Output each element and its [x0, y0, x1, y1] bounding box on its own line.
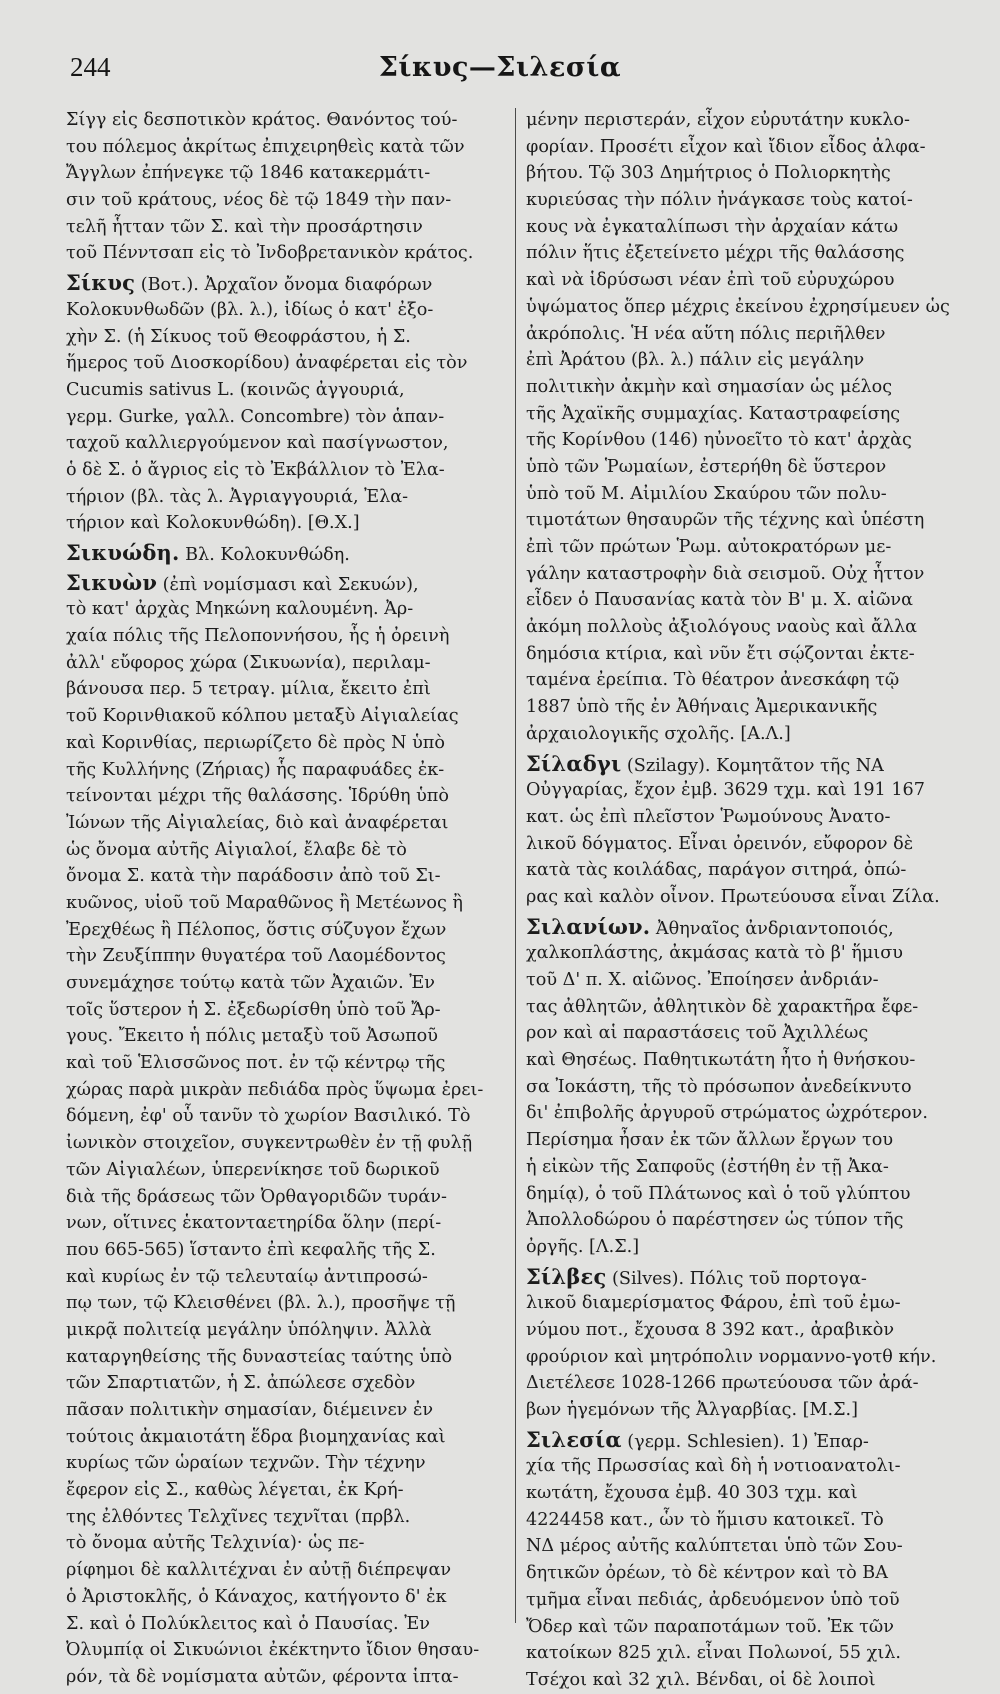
text-line [526, 614, 966, 641]
left-column [66, 107, 512, 1691]
entry-first-line [66, 570, 512, 597]
line-text: καὶ τοῦ Ἑλισσῶνος ποτ. ἐν τῷ κέντρῳ τῆς [66, 1053, 446, 1074]
text-line [66, 1210, 512, 1237]
line-text: ὄνομα Σ. κατὰ τὴν παράδοσιν ἀπὸ τοῦ Σι- [66, 866, 441, 887]
line-text: της ἐλθόντες Τελχῖνες τεχνῖται (πρβλ. [66, 1506, 411, 1527]
line-text: ὑψώματος ὅπερ μέχρις ἐκείνου ἐχρησίμευεν ὡς [526, 296, 950, 317]
text-line [66, 350, 512, 377]
text-line [66, 160, 512, 187]
line-text: τὸ κατ' ἀρχὰς Μηκώνη καλουμένη. Ἀρ- [66, 599, 414, 620]
text-line [526, 1587, 966, 1614]
text-line [526, 1397, 966, 1424]
page-number: 244 [70, 52, 111, 82]
line-text: σα Ἰοκάστη, τῆς τὸ πρόσωπον ἀνεδείκνυτο [526, 1076, 912, 1097]
line-text: ἰωνικὸν στοιχεῖον, συγκεντρωθὲν ἐν τῇ φυλῇ [66, 1133, 473, 1154]
text-line [66, 214, 512, 241]
text-line [526, 1181, 966, 1208]
text-line [66, 297, 512, 324]
line-text: ρας καὶ καλὸν οἶνον. Πρωτεύουσα εἶναι Ζίλα. [526, 886, 940, 907]
line-text: ρίφημοι δὲ καλλιτέχναι ἐν αὐτῇ διέπρεψαν [66, 1560, 452, 1581]
text-line [66, 1397, 512, 1424]
line-text: κατοίκων 825 χιλ. εἶναι Πολωνοί, 55 χιλ. [526, 1643, 901, 1664]
line-text: νύμου ποτ., ἔχουσα 8 392 κατ., ἀραβικὸν [526, 1319, 895, 1340]
text-line [526, 667, 966, 694]
line-text: κυῶνος, υἱοῦ τοῦ Μαραθῶνος ἢ Μετέωνος ἢ [66, 892, 463, 913]
text-line [526, 1020, 966, 1047]
line-text: νων, οἵτινες ἑκατονταετηρίδα ὅλην (περί- [66, 1213, 442, 1234]
text-line [526, 534, 966, 561]
line-text: Σίγγ εἰς δεσποτικὸν κράτος. Θανόντος τού- [66, 110, 458, 130]
line-text: χία τῆς Πρωσσίας καὶ δὴ ἡ νοτιοανατολι- [526, 1456, 901, 1477]
text-line [526, 347, 966, 374]
line-text: τοῖς ὕστερον ἡ Σ. ἐξεδωρίσθη ὑπὸ τοῦ Ἄρ- [66, 999, 441, 1020]
text-line [66, 1157, 512, 1184]
line-text: γάλην καταστροφὴν διὰ σεισμοῦ. Οὐχ ἧττον [526, 563, 925, 584]
entry-first-line [526, 1264, 966, 1291]
line-text: χαία πόλις τῆς Πελοποννήσου, ἧς ἡ ὀρεινὴ [66, 626, 450, 647]
line-text: δι' ἐπιβολῆς ἀργυροῦ στρώματος ὠχρότερον. [526, 1103, 928, 1124]
line-text: τῶν Αἰγιαλέων, ὑπερενίκησε τοῦ δωρικοῦ [66, 1159, 440, 1180]
line-text: Ὄδερ καὶ τῶν παραποτάμων τοῦ. Ἐκ τῶν [526, 1616, 894, 1637]
line-text: διὰ τῆς δράσεως τῶν Ὀρθαγοριδῶν τυράν- [66, 1186, 447, 1207]
line-text: χὴν Σ. (ἡ Σίκυος τοῦ Θεοφράστου, ἡ Σ. [66, 326, 411, 347]
text-line [526, 187, 966, 214]
line-text: Κολοκυνθωδῶν (βλ. λ.), ἰδίως ὁ κατ' ἐξο- [66, 299, 434, 320]
line-text: (γερμ. Schlesien). 1) Ἐπαρ- [621, 1431, 869, 1452]
text-line [526, 721, 966, 748]
entry-headword: Σίλβες [526, 1263, 607, 1289]
line-text: τῆς Κυλλήνης (Ζήριας) ἧς παραφυάδες ἐκ- [66, 759, 445, 780]
text-line [66, 1344, 512, 1371]
text-line [66, 1103, 512, 1130]
line-text: καὶ Κορινθίας, περιωρίζετο δὲ πρὸς Ν ὑπὸ [66, 732, 445, 753]
line-text: πόλιν ἥτις ἐξετείνετο μέχρι τῆς θαλάσσης [526, 243, 905, 264]
line-text: Ἀπολλοδώρου ὁ παρέστησεν ὡς τύπον τῆς [526, 1210, 904, 1231]
line-text: Οὐγγαρίας, ἔχον ἐμβ. 3629 τχμ. καὶ 191 167 [526, 780, 925, 801]
line-text: τούτοις ἀκμαιοτάτη ἕδρα βιομηχανίας καὶ [66, 1426, 446, 1447]
text-line [66, 1370, 512, 1397]
text-line [66, 484, 512, 511]
text-line [66, 757, 512, 784]
text-line [66, 730, 512, 757]
line-text: δητικῶν ὀρέων, τὸ δὲ κέντρον καὶ τὸ ΒΑ [526, 1563, 888, 1584]
line-text: 4224458 κατ., ὧν τὸ ἥμισυ κατοικεῖ. Τὸ [526, 1509, 884, 1530]
line-text: πολιτικὴν ἀκμὴν καὶ σημασίαν ὡς μέλος [526, 376, 893, 397]
text-line [66, 810, 512, 837]
line-text: χώρας παρὰ μικρὰν πεδιάδα πρὸς ὕψωμα ἐρει- [66, 1079, 484, 1100]
text-line [66, 917, 512, 944]
line-text: που 665-565) ἵσταντο ἐπὶ κεφαλῆς τῆς Σ. [66, 1239, 436, 1260]
text-line [526, 777, 966, 804]
running-title: Σίκυς—Σιλεσία [378, 52, 622, 83]
text-line [66, 1530, 512, 1557]
entry-headword: Σιλανίων. [526, 913, 651, 939]
line-text: ἐπὶ τῶν πρώτων Ῥωμ. αὐτοκρατόρων με- [526, 537, 892, 557]
line-text: τείνονται μέχρι τῆς θαλάσσης. Ἱδρύθη ὑπὸ [66, 786, 449, 807]
line-text: βήτου. Τῷ 303 Δημήτριος ὁ Πολιορκητὴς [526, 163, 891, 184]
right-column [526, 107, 966, 1694]
text-line [526, 294, 966, 321]
line-text: ἀκρόπολις. Ἡ νέα αὕτη πόλις περιῆλθεν [526, 323, 886, 344]
line-text: ἀρχαιολογικῆς σχολῆς. [Α.Λ.] [526, 723, 791, 744]
line-text: τῶν Σπαρτιατῶν, ἡ Σ. ἀπώλεσε σχεδὸν [66, 1373, 416, 1394]
line-text: Ὀλυμπίᾳ οἱ Σικυώνιοι ἐκέκτηντο ἴδιον θησαυ- [66, 1640, 480, 1661]
line-text: κατὰ τὰς κοιλάδας, παράγον σιτηρά, ὀπώ- [526, 860, 907, 881]
line-text: ὑπὸ τῶν Ῥωμαίων, ἐστερήθη δὲ ὕστερον [526, 456, 887, 477]
text-line [66, 970, 512, 997]
text-line [66, 703, 512, 730]
text-line [526, 1480, 966, 1507]
text-line [526, 401, 966, 428]
text-line [526, 884, 966, 911]
text-line [526, 561, 966, 588]
line-text: τήριον καὶ Κολοκυνθώδη). [Θ.Χ.] [66, 513, 360, 534]
text-line [66, 1504, 512, 1531]
line-text: (Βοτ.). Ἀρχαῖον ὄνομα διαφόρων [135, 275, 433, 296]
text-line [66, 676, 512, 703]
text-line [66, 997, 512, 1024]
text-line [526, 1234, 966, 1261]
line-text: εἶδεν ὁ Παυσανίας κατὰ τὸν Β' μ. Χ. αἰῶνα [526, 590, 914, 611]
column-divider [515, 108, 516, 1623]
line-text: ΝΔ μέρος αὐτῆς καλύπτεται ὑπὸ τῶν Σου- [526, 1536, 903, 1557]
text-line [66, 837, 512, 864]
line-text: τελῆ ἧτταν τῶν Σ. καὶ τὴν προσάρτησιν [66, 216, 423, 237]
line-text: σιν τοῦ κράτους, νέος δὲ τῷ 1849 τὴν παν- [66, 190, 452, 211]
line-text: ὑπὸ τοῦ Μ. Αἰμιλίου Σκαύρου τῶν πολυ- [526, 483, 887, 504]
text-line [526, 694, 966, 721]
entry-first-line [526, 1427, 966, 1454]
line-text: καταργηθείσης τῆς δυναστείας ταύτης ὑπὸ [66, 1346, 453, 1367]
entry-first-line [66, 540, 512, 567]
text-line [526, 857, 966, 884]
text-line [66, 596, 512, 623]
text-line [526, 1207, 966, 1234]
text-line [66, 134, 512, 161]
line-text: του πόλεμος ἀκρίτως ἐπιχειρηθεὶς κατὰ τῶν [66, 136, 465, 157]
text-line [526, 1317, 966, 1344]
text-line [66, 457, 512, 484]
line-text: τοῦ Πένντσαπ εἰς τὸ Ἰνδοβρετανικὸν κράτος. [66, 243, 474, 264]
text-line [66, 187, 512, 214]
text-line [526, 1453, 966, 1480]
text-line [526, 587, 966, 614]
text-line [66, 1611, 512, 1638]
text-line [66, 943, 512, 970]
text-line [526, 1560, 966, 1587]
line-text: κατ. ὡς ἐπὶ πλεῖστον Ῥωμούνους Ἀνατο- [526, 806, 891, 827]
line-text: Ἀθηναῖος ἀνδριαντοποιός, [650, 918, 894, 939]
text-line [526, 940, 966, 967]
line-text: βάνουσα περ. 5 τετραγ. μίλια, ἔκειτο ἐπὶ [66, 679, 431, 700]
text-line [526, 321, 966, 348]
text-line [66, 324, 512, 351]
text-line [526, 1290, 966, 1317]
line-text: ρόν, τὰ δὲ νομίσματα αὐτῶν, φέροντα ἱπτα- [66, 1666, 459, 1687]
text-line [526, 1344, 966, 1371]
text-line [526, 641, 966, 668]
entry-headword: Σικυὼν [66, 569, 158, 595]
text-line [526, 107, 966, 134]
line-text: ταχοῦ καλλιεργούμενον καὶ πασίγνωστον, [66, 433, 449, 454]
line-text: (ἐπὶ νομίσμασι καὶ Σεκυών), [157, 574, 419, 595]
text-line [66, 1557, 512, 1584]
text-line [66, 650, 512, 677]
text-line [66, 1584, 512, 1611]
line-text: ρον καὶ αἱ παραστάσεις τοῦ Ἀχιλλέως [526, 1023, 869, 1044]
entry-headword: Σιλεσία [526, 1426, 622, 1452]
line-text: δημίᾳ), ὁ τοῦ Πλάτωνος καὶ ὁ τοῦ γλύπτου [526, 1183, 911, 1204]
text-line [526, 507, 966, 534]
line-text: συνεμάχησε τούτῳ κατὰ τῶν Ἀχαιῶν. Ἐν [66, 973, 435, 993]
text-line [66, 430, 512, 457]
text-line [526, 481, 966, 508]
line-text: τῆς Κορίνθου (146) ηὐνοεῖτο τὸ κατ' ἀρχὰς [526, 430, 912, 451]
text-line [526, 454, 966, 481]
line-text: καὶ νὰ ἱδρύσωσι νέαν ἐπὶ τοῦ εὐρυχώρου [526, 270, 895, 291]
text-line [66, 240, 512, 267]
line-text: τοῦ Δ' π. Χ. αἰῶνος. Ἐποίησεν ἀνδριάν- [526, 970, 879, 990]
text-line [66, 783, 512, 810]
text-line [66, 107, 512, 134]
text-line [66, 1237, 512, 1264]
entry-headword: Σίλαδγι [526, 750, 622, 776]
text-line [526, 374, 966, 401]
text-line [526, 994, 966, 1021]
text-line [526, 1074, 966, 1101]
text-line [66, 1637, 512, 1664]
text-line [526, 1100, 966, 1127]
text-line [526, 831, 966, 858]
text-line [66, 1317, 512, 1344]
entry-first-line [526, 914, 966, 941]
text-line [66, 1184, 512, 1211]
line-text: ὁ Ἀριστοκλῆς, ὁ Κάναχος, κατήγοντο δ' ἐκ [66, 1586, 447, 1607]
text-line [526, 967, 966, 994]
text-line [526, 214, 966, 241]
line-text: κους νὰ ἐγκαταλίπωσι τὴν ἀρχαίαν κάτω [526, 216, 899, 237]
text-line [66, 377, 512, 404]
text-line [66, 890, 512, 917]
text-line [526, 804, 966, 831]
line-text: λικοῦ δόγματος. Εἶναι ὀρεινόν, εὔφορον δὲ [526, 833, 914, 854]
text-line [526, 240, 966, 267]
line-text: Τσέχοι καὶ 32 χιλ. Βένδαι, οἱ δὲ λοιποὶ [526, 1669, 876, 1690]
text-line [526, 1507, 966, 1534]
text-line [526, 1047, 966, 1074]
line-text: Ἰώνων τῆς Αἰγιαλείας, διὸ καὶ ἀναφέρεται [66, 812, 449, 833]
line-text: Σ. καὶ ὁ Πολύκλειτος καὶ ὁ Παυσίας. Ἐν [66, 1613, 430, 1634]
line-text: κυριεύσας τὴν πόλιν ἠνάγκασε τοὺς κατοί- [526, 190, 913, 211]
line-text: χαλκοπλάστης, ἀκμάσας κατὰ τὸ β' ἥμισυ [526, 943, 903, 964]
line-text: Βλ. Κολοκυνθώδη. [179, 545, 350, 565]
text-line [526, 427, 966, 454]
line-text: καὶ κυρίως ἐν τῷ τελευταίῳ ἀντιπροσώ- [66, 1266, 428, 1287]
line-text: 1887 ὑπὸ τῆς ἐν Ἀθήναις Ἀμερικανικῆς [526, 697, 878, 718]
text-line [526, 134, 966, 161]
text-line [526, 160, 966, 187]
text-line [66, 1424, 512, 1451]
line-text: βων ἡγεμόνων τῆς Ἀλγαρβίας. [Μ.Σ.] [526, 1400, 859, 1420]
line-text: ἐπὶ Ἀράτου (βλ. λ.) πάλιν εἰς μεγάλην [526, 350, 865, 371]
line-text: τὴν Ζευξίππην θυγατέρα τοῦ Λαομέδοντος [66, 946, 446, 967]
line-text: ὡς ὄνομα αὐτῆς Αἰγιαλοί, ἔλαβε δὲ τὸ [66, 839, 407, 860]
line-text: γερμ. Gurke, γαλλ. Concombre) τὸν ἁπαν- [66, 406, 445, 427]
line-text: φρούριον καὶ μητρόπολιν νορμαννο-γοτθ κήν. [526, 1346, 937, 1367]
text-line [66, 623, 512, 650]
text-line [66, 863, 512, 890]
line-text: δόμενη, ἐφ' οὗ τανῦν τὸ χωρίον Βασιλικό. Τὸ [66, 1106, 471, 1127]
text-line [526, 1370, 966, 1397]
line-text: (Szilagy). Κομητᾶτον τῆς ΝΑ [621, 755, 884, 776]
line-text: καὶ Θησέως. Παθητικωτάτη ἦτο ἡ θνήσκου- [526, 1050, 916, 1071]
line-text: ὁ δὲ Σ. ὁ ἄγριος εἰς τὸ Ἐκβάλλιον τὸ Ἐλα- [66, 459, 445, 480]
line-text: τήριον (βλ. τὰς λ. Ἀγριαγγουριά, Ἐλα- [66, 486, 409, 507]
line-text: Cucumis sativus L. (κοινῶς ἀγγουριά, [66, 379, 405, 400]
line-text: τας ἀθλητῶν, ἀθλητικὸν δὲ χαρακτῆρα ἔφε- [526, 996, 919, 1017]
line-text: ἀλλ' εὔφορος χώρα (Σικυωνία), περιλαμ- [66, 652, 431, 673]
entry-first-line [526, 751, 966, 778]
entry-headword: Σικυώδη. [66, 540, 180, 565]
text-line [526, 1614, 966, 1641]
line-text: Περίσημα ἦσαν ἐκ τῶν ἄλλων ἔργων του [526, 1130, 894, 1151]
line-text: ἔφερον εἰς Σ., καθὼς λέγεται, ἐκ Κρή- [66, 1480, 404, 1501]
line-text: τμῆμα εἶναι πεδιάς, ἀρδευόμενον ὑπὸ τοῦ [526, 1589, 900, 1610]
entry-first-line [66, 270, 512, 297]
line-text: κυρίως τῶν ὡραίων τεχνῶν. Τὴν τέχνην [66, 1453, 426, 1474]
text-line [66, 1664, 512, 1691]
text-line [526, 1667, 966, 1694]
line-text: ταμένα ἐρείπια. Τὸ θέατρον ἀνεσκάφη τῷ [526, 670, 900, 691]
line-text: μένην περιστεράν, εἶχον εὐρυτάτην κυκλο- [526, 110, 910, 130]
text-line [526, 1533, 966, 1560]
line-text: τὸ ὄνομα αὐτῆς Τελχινία)· ὡς πε- [66, 1533, 365, 1554]
text-line [66, 1023, 512, 1050]
text-line [526, 1127, 966, 1154]
line-text: μικρᾷ πολιτείᾳ μεγάλην ὑπόληψιν. Ἀλλὰ [66, 1319, 432, 1340]
line-text: πῳ των, τῷ Κλεισθένει (βλ. λ.), προσῆψε τῇ [66, 1293, 456, 1314]
text-line [526, 1640, 966, 1667]
line-text: Ἄγγλων ἐπήνεγκε τῷ 1846 κατακερμάτι- [66, 163, 431, 184]
text-line [66, 1477, 512, 1504]
line-text: (Silves). Πόλις τοῦ πορτογα- [606, 1268, 867, 1289]
text-line [526, 267, 966, 294]
line-text: ἀκόμη πολλοὺς ἀξιολόγους ναοὺς καὶ ἄλλα [526, 617, 918, 638]
text-line [66, 1290, 512, 1317]
line-text: ἥμερος τοῦ Διοσκορίδου) ἀναφέρεται εἰς τὸν [66, 353, 468, 374]
text-line [526, 1154, 966, 1181]
line-text: λικοῦ διαμερίσματος Φάρου, ἐπὶ τοῦ ἐμω- [526, 1293, 901, 1314]
text-line [66, 1050, 512, 1077]
text-line [66, 1130, 512, 1157]
line-text: Διετέλεσε 1028-1266 πρωτεύουσα τῶν ἀρά- [526, 1373, 919, 1394]
text-line [66, 404, 512, 431]
entry-headword: Σίκυς [66, 270, 136, 296]
text-line [66, 1264, 512, 1291]
line-text: ὀργῆς. [Λ.Σ.] [526, 1236, 640, 1257]
text-line [66, 510, 512, 537]
line-text: γους. Ἔκειτο ἡ πόλις μεταξὺ τοῦ Ἀσωποῦ [66, 1026, 438, 1047]
line-text: Ἐρεχθέως ἢ Πέλοπος, ὅστις σύζυγον ἔχων [66, 919, 447, 940]
line-text: τῆς Ἀχαϊκῆς συμμαχίας. Καταστραφείσης [526, 403, 901, 424]
text-line [66, 1450, 512, 1477]
line-text: πᾶσαν πολιτικὴν σημασίαν, διέμεινεν ἐν [66, 1400, 434, 1420]
line-text: τιμοτάτων θησαυρῶν τῆς τέχνης καὶ ὑπέστη [526, 510, 925, 531]
line-text: φορίαν. Προσέτι εἶχον καὶ ἴδιον εἶδος ἀλφα- [526, 136, 926, 157]
text-line [66, 1077, 512, 1104]
line-text: δημόσια κτίρια, καὶ νῦν ἔτι σῴζονται ἐκτε- [526, 643, 915, 664]
line-text: τοῦ Κορινθιακοῦ κόλπου μεταξὺ Αἰγιαλείας [66, 706, 459, 727]
line-text: κωτάτη, ἔχουσα ἐμβ. 40 303 τχμ. καὶ [526, 1483, 858, 1504]
line-text: ἡ εἰκὼν τῆς Σαπφοῦς (ἐστήθη ἐν τῇ Ἀκα- [526, 1156, 889, 1177]
